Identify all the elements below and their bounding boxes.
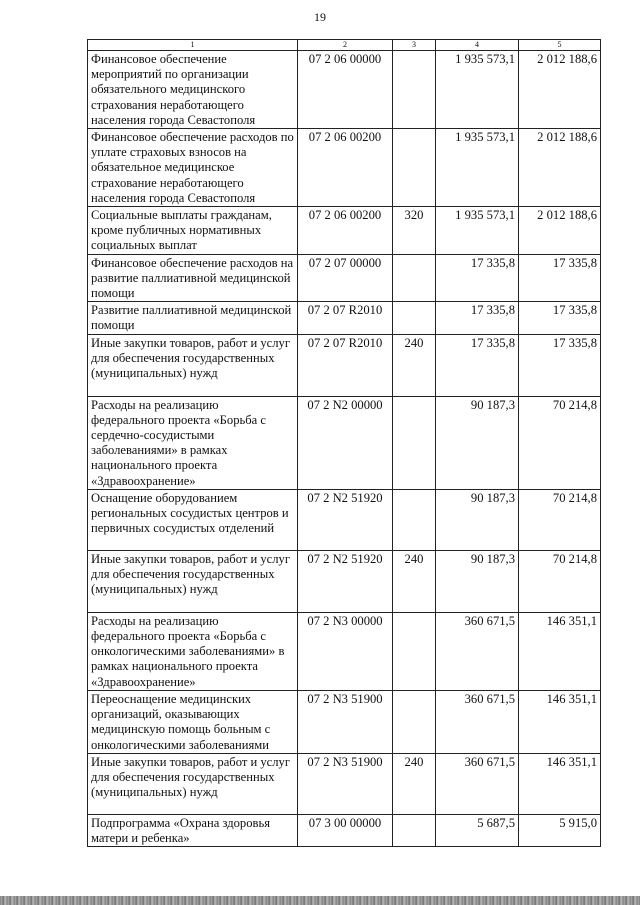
row-sum-1: 17 335,8 bbox=[436, 254, 519, 302]
table-row bbox=[88, 690, 601, 753]
row-sum-1: 360 671,5 bbox=[436, 690, 519, 753]
row-name: Переоснащение медицинских организаций, оказывающих медицинскую помощь больным с онкологическими заболеваниями bbox=[88, 690, 298, 753]
table-row bbox=[88, 129, 601, 207]
table-row bbox=[88, 550, 601, 612]
row-sum-1: 90 187,3 bbox=[436, 396, 519, 489]
row-name: Финансовое обеспечение мероприятий по организации обязательного медицинского страхования неработающего населения города Севастополя bbox=[88, 51, 298, 129]
row-sum-1: 5 687,5 bbox=[436, 814, 519, 846]
header-row bbox=[88, 40, 601, 51]
row-name: Расходы на реализацию федерального проекта «Борьба с онкологическими заболеваниями» в рамках национального проекта «Здравоохранение» bbox=[88, 612, 298, 690]
table-row bbox=[88, 814, 601, 846]
row-vr: 240 bbox=[393, 753, 436, 814]
row-sum-2: 146 351,1 bbox=[519, 612, 601, 690]
row-vr bbox=[393, 51, 436, 129]
row-code: 07 2 N3 51900 bbox=[298, 753, 393, 814]
row-vr bbox=[393, 489, 436, 550]
row-sum-2: 70 214,8 bbox=[519, 550, 601, 612]
row-code: 07 2 07 00000 bbox=[298, 254, 393, 302]
column-header: 3 bbox=[393, 40, 436, 51]
row-sum-2: 146 351,1 bbox=[519, 690, 601, 753]
row-sum-2: 2 012 188,6 bbox=[519, 207, 601, 255]
row-vr bbox=[393, 612, 436, 690]
row-name: Иные закупки товаров, работ и услуг для обеспечения государственных (муниципальных) нужд bbox=[88, 550, 298, 612]
row-code: 07 3 00 00000 bbox=[298, 814, 393, 846]
row-sum-1: 1 935 573,1 bbox=[436, 129, 519, 207]
row-code: 07 2 06 00200 bbox=[298, 207, 393, 255]
table-row bbox=[88, 753, 601, 814]
row-sum-1: 360 671,5 bbox=[436, 612, 519, 690]
row-name: Расходы на реализацию федерального проекта «Борьба с сердечно-сосудистыми заболеваниями» в рамках национального проекта «Здравоохранение» bbox=[88, 396, 298, 489]
row-sum-2: 2 012 188,6 bbox=[519, 51, 601, 129]
row-sum-1: 1 935 573,1 bbox=[436, 207, 519, 255]
table-row bbox=[88, 254, 601, 302]
scan-edge-artifact bbox=[0, 896, 640, 905]
row-vr bbox=[393, 302, 436, 334]
row-name: Оснащение оборудованием региональных сосудистых центров и первичных сосудистых отделений bbox=[88, 489, 298, 550]
row-sum-1: 17 335,8 bbox=[436, 334, 519, 396]
table-row bbox=[88, 489, 601, 550]
row-sum-1: 360 671,5 bbox=[436, 753, 519, 814]
row-name: Социальные выплаты гражданам, кроме публичных нормативных социальных выплат bbox=[88, 207, 298, 255]
column-header: 2 bbox=[298, 40, 393, 51]
row-code: 07 2 07 R2010 bbox=[298, 302, 393, 334]
row-vr bbox=[393, 814, 436, 846]
table-row bbox=[88, 51, 601, 129]
page-number: 19 bbox=[314, 10, 326, 24]
row-name: Иные закупки товаров, работ и услуг для обеспечения государственных (муниципальных) нужд bbox=[88, 334, 298, 396]
row-code: 07 2 N2 51920 bbox=[298, 489, 393, 550]
row-code: 07 2 07 R2010 bbox=[298, 334, 393, 396]
column-header: 5 bbox=[519, 40, 601, 51]
row-name: Финансовое обеспечение расходов по уплате страховых взносов на обязательное медицинское страхование неработающего населения города Севастополя bbox=[88, 129, 298, 207]
table-row bbox=[88, 334, 601, 396]
row-code: 07 2 06 00200 bbox=[298, 129, 393, 207]
budget-table bbox=[87, 39, 601, 847]
row-code: 07 2 N3 51900 bbox=[298, 690, 393, 753]
row-code: 07 2 N3 00000 bbox=[298, 612, 393, 690]
row-vr: 240 bbox=[393, 334, 436, 396]
row-sum-1: 1 935 573,1 bbox=[436, 51, 519, 129]
row-vr: 240 bbox=[393, 550, 436, 612]
row-sum-2: 70 214,8 bbox=[519, 396, 601, 489]
row-sum-2: 2 012 188,6 bbox=[519, 129, 601, 207]
row-name: Иные закупки товаров, работ и услуг для обеспечения государственных (муниципальных) нужд bbox=[88, 753, 298, 814]
row-sum-2: 17 335,8 bbox=[519, 254, 601, 302]
row-code: 07 2 06 00000 bbox=[298, 51, 393, 129]
table-row bbox=[88, 612, 601, 690]
column-header: 4 bbox=[436, 40, 519, 51]
row-sum-2: 5 915,0 bbox=[519, 814, 601, 846]
row-vr bbox=[393, 396, 436, 489]
row-vr bbox=[393, 254, 436, 302]
column-header: 1 bbox=[88, 40, 298, 51]
row-sum-2: 70 214,8 bbox=[519, 489, 601, 550]
row-vr bbox=[393, 129, 436, 207]
row-sum-1: 17 335,8 bbox=[436, 302, 519, 334]
row-sum-1: 90 187,3 bbox=[436, 489, 519, 550]
row-vr: 320 bbox=[393, 207, 436, 255]
row-sum-2: 17 335,8 bbox=[519, 334, 601, 396]
table-row bbox=[88, 302, 601, 334]
table-row bbox=[88, 396, 601, 489]
row-vr bbox=[393, 690, 436, 753]
row-code: 07 2 N2 51920 bbox=[298, 550, 393, 612]
row-name: Финансовое обеспечение расходов на развитие паллиативной медицинской помощи bbox=[88, 254, 298, 302]
table-row bbox=[88, 207, 601, 255]
row-name: Развитие паллиативной медицинской помощи bbox=[88, 302, 298, 334]
row-sum-2: 146 351,1 bbox=[519, 753, 601, 814]
row-code: 07 2 N2 00000 bbox=[298, 396, 393, 489]
row-name: Подпрограмма «Охрана здоровья матери и ребенка» bbox=[88, 814, 298, 846]
row-sum-2: 17 335,8 bbox=[519, 302, 601, 334]
row-sum-1: 90 187,3 bbox=[436, 550, 519, 612]
